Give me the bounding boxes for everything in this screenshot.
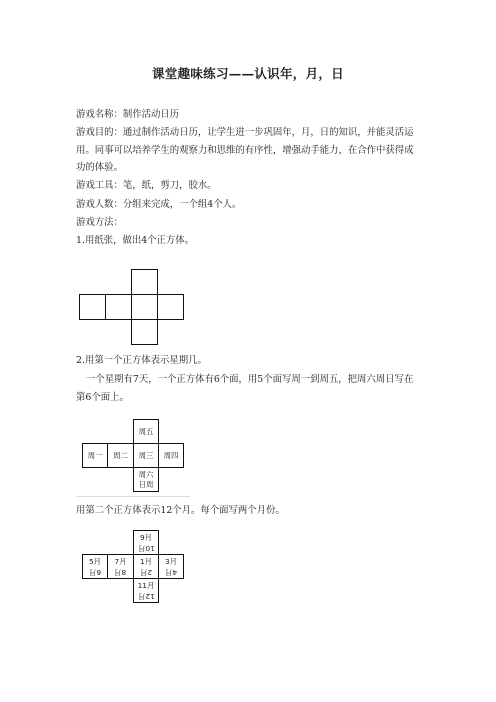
month-face bbox=[133, 554, 159, 579]
weekday-label: 周五 bbox=[138, 426, 154, 436]
month-label-inverted: 6月 bbox=[88, 567, 102, 577]
month-face bbox=[82, 554, 108, 579]
weekday-label: 周二 bbox=[113, 450, 128, 460]
net-face bbox=[105, 294, 132, 320]
weekday-face-top bbox=[133, 419, 159, 444]
divider bbox=[76, 496, 190, 497]
weekday-label: 周六 bbox=[138, 469, 154, 479]
game-purpose: 游戏目的：通过制作活动日历，让学生进一步巩固年，月，日的知识，并能灵活运用。同事可以培养学生的观察力和思维的有序性，增强动手能力，在合作中获得成功的体验。 bbox=[76, 127, 414, 174]
weekday-face bbox=[107, 443, 134, 468]
month-label: 1月 bbox=[139, 556, 153, 566]
step-2-detail: 一个星期有7天，一个正方体有6个面，用5个面写周一到周五，把周六周日写在第6个面上。 bbox=[76, 374, 414, 403]
step-1: 1.用纸张，做出4个正方体。 bbox=[76, 235, 195, 246]
month-label-inverted: 4月 bbox=[164, 567, 178, 577]
month-label: 5月 bbox=[88, 556, 102, 566]
weekday-label: 周三 bbox=[138, 450, 154, 460]
month-face bbox=[107, 554, 134, 579]
step-2: 2.用第一个正方体表示星期几。 bbox=[76, 355, 207, 366]
month-label: 7月 bbox=[114, 556, 127, 566]
page-title: 课堂趣味练习——认识年，月，日 bbox=[151, 66, 344, 81]
month-label-inverted: 12月 bbox=[137, 591, 155, 601]
month-label: 11月 bbox=[137, 580, 155, 590]
weekday-face bbox=[133, 443, 159, 468]
step-3: 用第二个正方体表示12个月。每个面写两个月份。 bbox=[76, 505, 285, 516]
net-face bbox=[131, 319, 158, 345]
month-label: 3月 bbox=[164, 556, 178, 566]
game-tools: 游戏工具：笔，纸，剪刀，胶水。 bbox=[76, 180, 217, 191]
month-face-top bbox=[133, 530, 159, 555]
net-face bbox=[157, 294, 184, 320]
net-face bbox=[79, 294, 106, 320]
weekday-label: 日周 bbox=[138, 479, 154, 489]
net-face bbox=[131, 269, 158, 295]
game-name: 游戏名称：制作活动日历 bbox=[76, 109, 180, 120]
weekday-face bbox=[158, 443, 184, 468]
net-face bbox=[131, 294, 158, 320]
game-method: 游戏方法： bbox=[76, 217, 123, 228]
month-label: 9月 bbox=[139, 532, 153, 542]
month-label-inverted: 10月 bbox=[137, 543, 155, 553]
weekday-face bbox=[82, 443, 108, 468]
weekday-face-bottom bbox=[133, 467, 159, 492]
game-players: 游戏人数：分组来完成，一个组4个人。 bbox=[76, 199, 242, 210]
weekday-label: 周一 bbox=[87, 450, 103, 460]
month-face bbox=[158, 554, 184, 579]
month-face-bottom bbox=[133, 578, 159, 603]
weekday-label: 周四 bbox=[163, 450, 179, 460]
month-label-inverted: 2月 bbox=[139, 567, 153, 577]
month-label-inverted: 8月 bbox=[114, 567, 127, 577]
